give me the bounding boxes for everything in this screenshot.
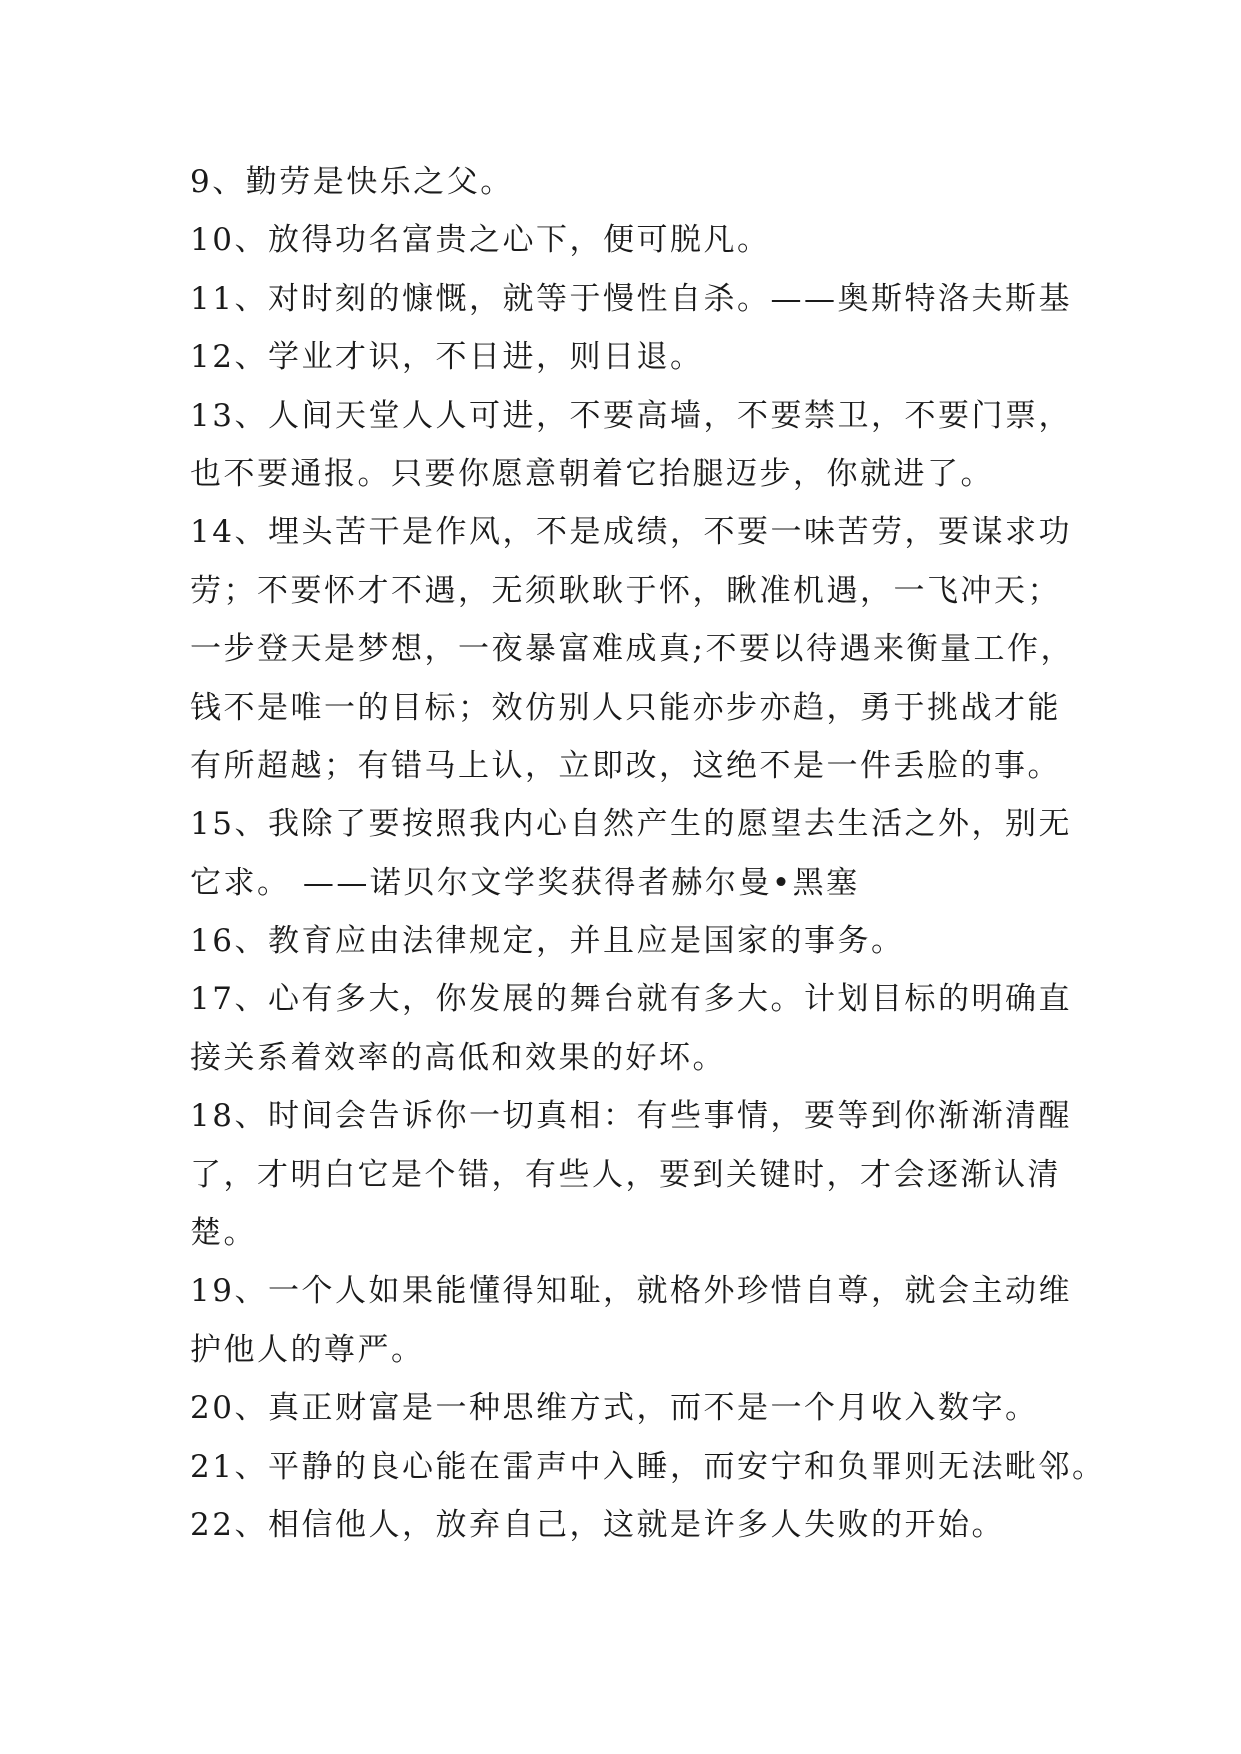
text-line: 劳；不要怀才不遇，无须耿耿于怀，瞅准机遇，一飞冲天； <box>190 572 1061 609</box>
text-line: 12、学业才识，不日进，则日退。 <box>190 339 704 376</box>
text-line: 18、时间会告诉你一切真相：有些事情，要等到你渐渐清醒 <box>190 1098 1072 1135</box>
text-line: 11、对时刻的慷慨，就等于慢性自杀。——奥斯特洛夫斯基 <box>190 280 1072 317</box>
text-line: 楚。 <box>190 1215 257 1252</box>
text-line: 它求。 ——诺贝尔文学奖获得者赫尔曼•黑塞 <box>190 864 860 901</box>
text-line: 一步登天是梦想，一夜暴富难成真;不要以待遇来衡量工作， <box>190 631 1074 668</box>
text-line: 钱不是唯一的目标；效仿别人只能亦步亦趋，勇于挑战才能 <box>190 689 1061 726</box>
text-line: 13、人间天堂人人可进，不要高墙，不要禁卫，不要门票， <box>190 397 1072 434</box>
text-line: 9、勤劳是快乐之父。 <box>190 164 514 200</box>
text-line: 有所超越；有错马上认，立即改，这绝不是一件丢脸的事。 <box>190 747 1061 784</box>
text-line: 15、我除了要按照我内心自然产生的愿望去生活之外，别无 <box>190 806 1072 843</box>
document-body <box>190 153 1106 1554</box>
text-line: 护他人的尊严。 <box>190 1331 425 1368</box>
text-line: 14、埋头苦干是作风，不是成绩，不要一味苦劳，要谋求功 <box>190 514 1072 551</box>
text-line: 16、教育应由法律规定，并且应是国家的事务。 <box>190 923 905 960</box>
text-line: 10、放得功名富贵之心下，便可脱凡。 <box>190 222 771 259</box>
text-line: 了，才明白它是个错，有些人，要到关键时，才会逐渐认清 <box>190 1156 1061 1193</box>
text-line: 22、相信他人，放弃自己，这就是许多人失败的开始。 <box>190 1506 1005 1543</box>
text-line: 接关系着效率的高低和效果的好坏。 <box>190 1039 726 1076</box>
text-line: 也不要通报。只要你愿意朝着它抬腿迈步，你就进了。 <box>190 455 994 492</box>
text-line: 19、一个人如果能懂得知耻，就格外珍惜自尊，就会主动维 <box>190 1273 1072 1310</box>
text-line: 17、心有多大，你发展的舞台就有多大。计划目标的明确直 <box>190 981 1072 1018</box>
text-line: 20、真正财富是一种思维方式，而不是一个月收入数字。 <box>190 1390 1039 1427</box>
text-line: 21、平静的良心能在雷声中入睡，而安宁和负罪则无法毗邻。 <box>190 1448 1106 1485</box>
